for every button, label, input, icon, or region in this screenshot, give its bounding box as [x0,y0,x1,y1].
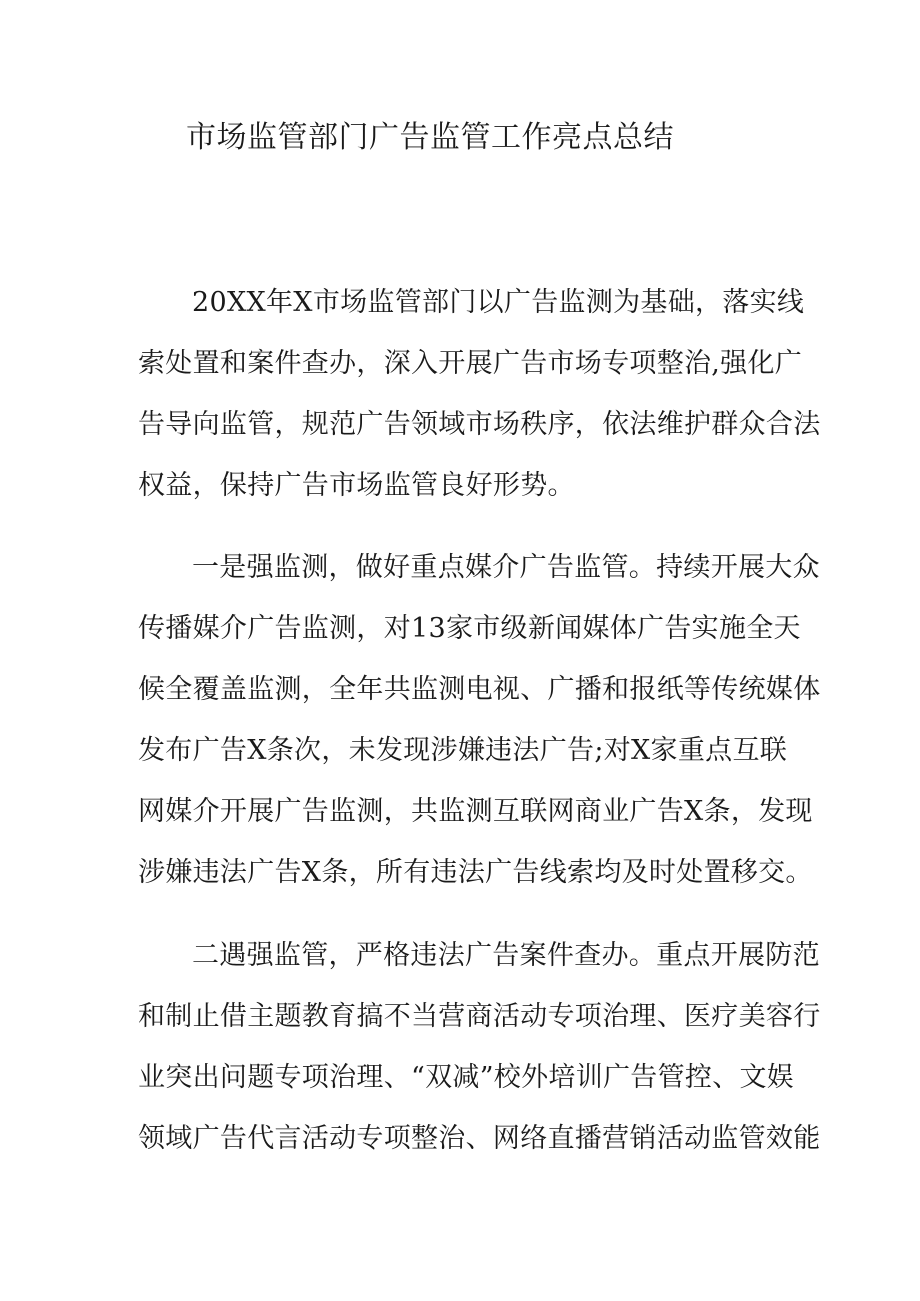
paragraph-line: 告导向监管，规范广告领域市场秩序，依法维护群众合法 [138,409,821,440]
paragraph-line: 索处置和案件查办，深入开展广告市场专项整治,强化广 [138,348,803,379]
paragraph-line: 二遇强监管，严格违法广告案件查办。重点开展防范 [192,940,820,971]
paragraph-supervision [138,925,821,1169]
paragraph-line: 20XX年X市场监管部门以广告监测为基础，落实线 [192,287,805,318]
document-title: 市场监管部门广告监管工作亮点总结 [186,120,674,155]
paragraph-line: 发布广告X条次，未发现涉嫌违法广告;对X家重点互联 [138,735,788,766]
paragraph-line: 权益，保持广告市场监管良好形势。 [138,470,575,501]
paragraph-line: 候全覆盖监测，全年共监测电视、广播和报纸等传统媒体 [138,674,821,705]
paragraph-intro [138,272,821,516]
paragraph-line: 传播媒介广告监测，对13家市级新闻媒体广告实施全天 [138,613,801,644]
paragraph-line: 网媒介开展广告监测，共监测互联网商业广告X条，发现 [138,796,813,827]
paragraph-line: 涉嫌违法广告X条，所有违法广告线索均及时处置移交。 [138,857,813,888]
paragraph-line: 一是强监测，做好重点媒介广告监管。持续开展大众 [192,552,820,583]
paragraph-line: 和制止借主题教育搞不当营商活动专项治理、医疗美容行 [138,1001,821,1032]
paragraph-line: 业突出问题专项治理、“双减”校外培训广告管控、文娱 [138,1062,795,1093]
paragraph-monitoring [138,537,821,903]
paragraph-line: 领域广告代言活动专项整治、网络直播营销活动监管效能 [138,1123,821,1154]
